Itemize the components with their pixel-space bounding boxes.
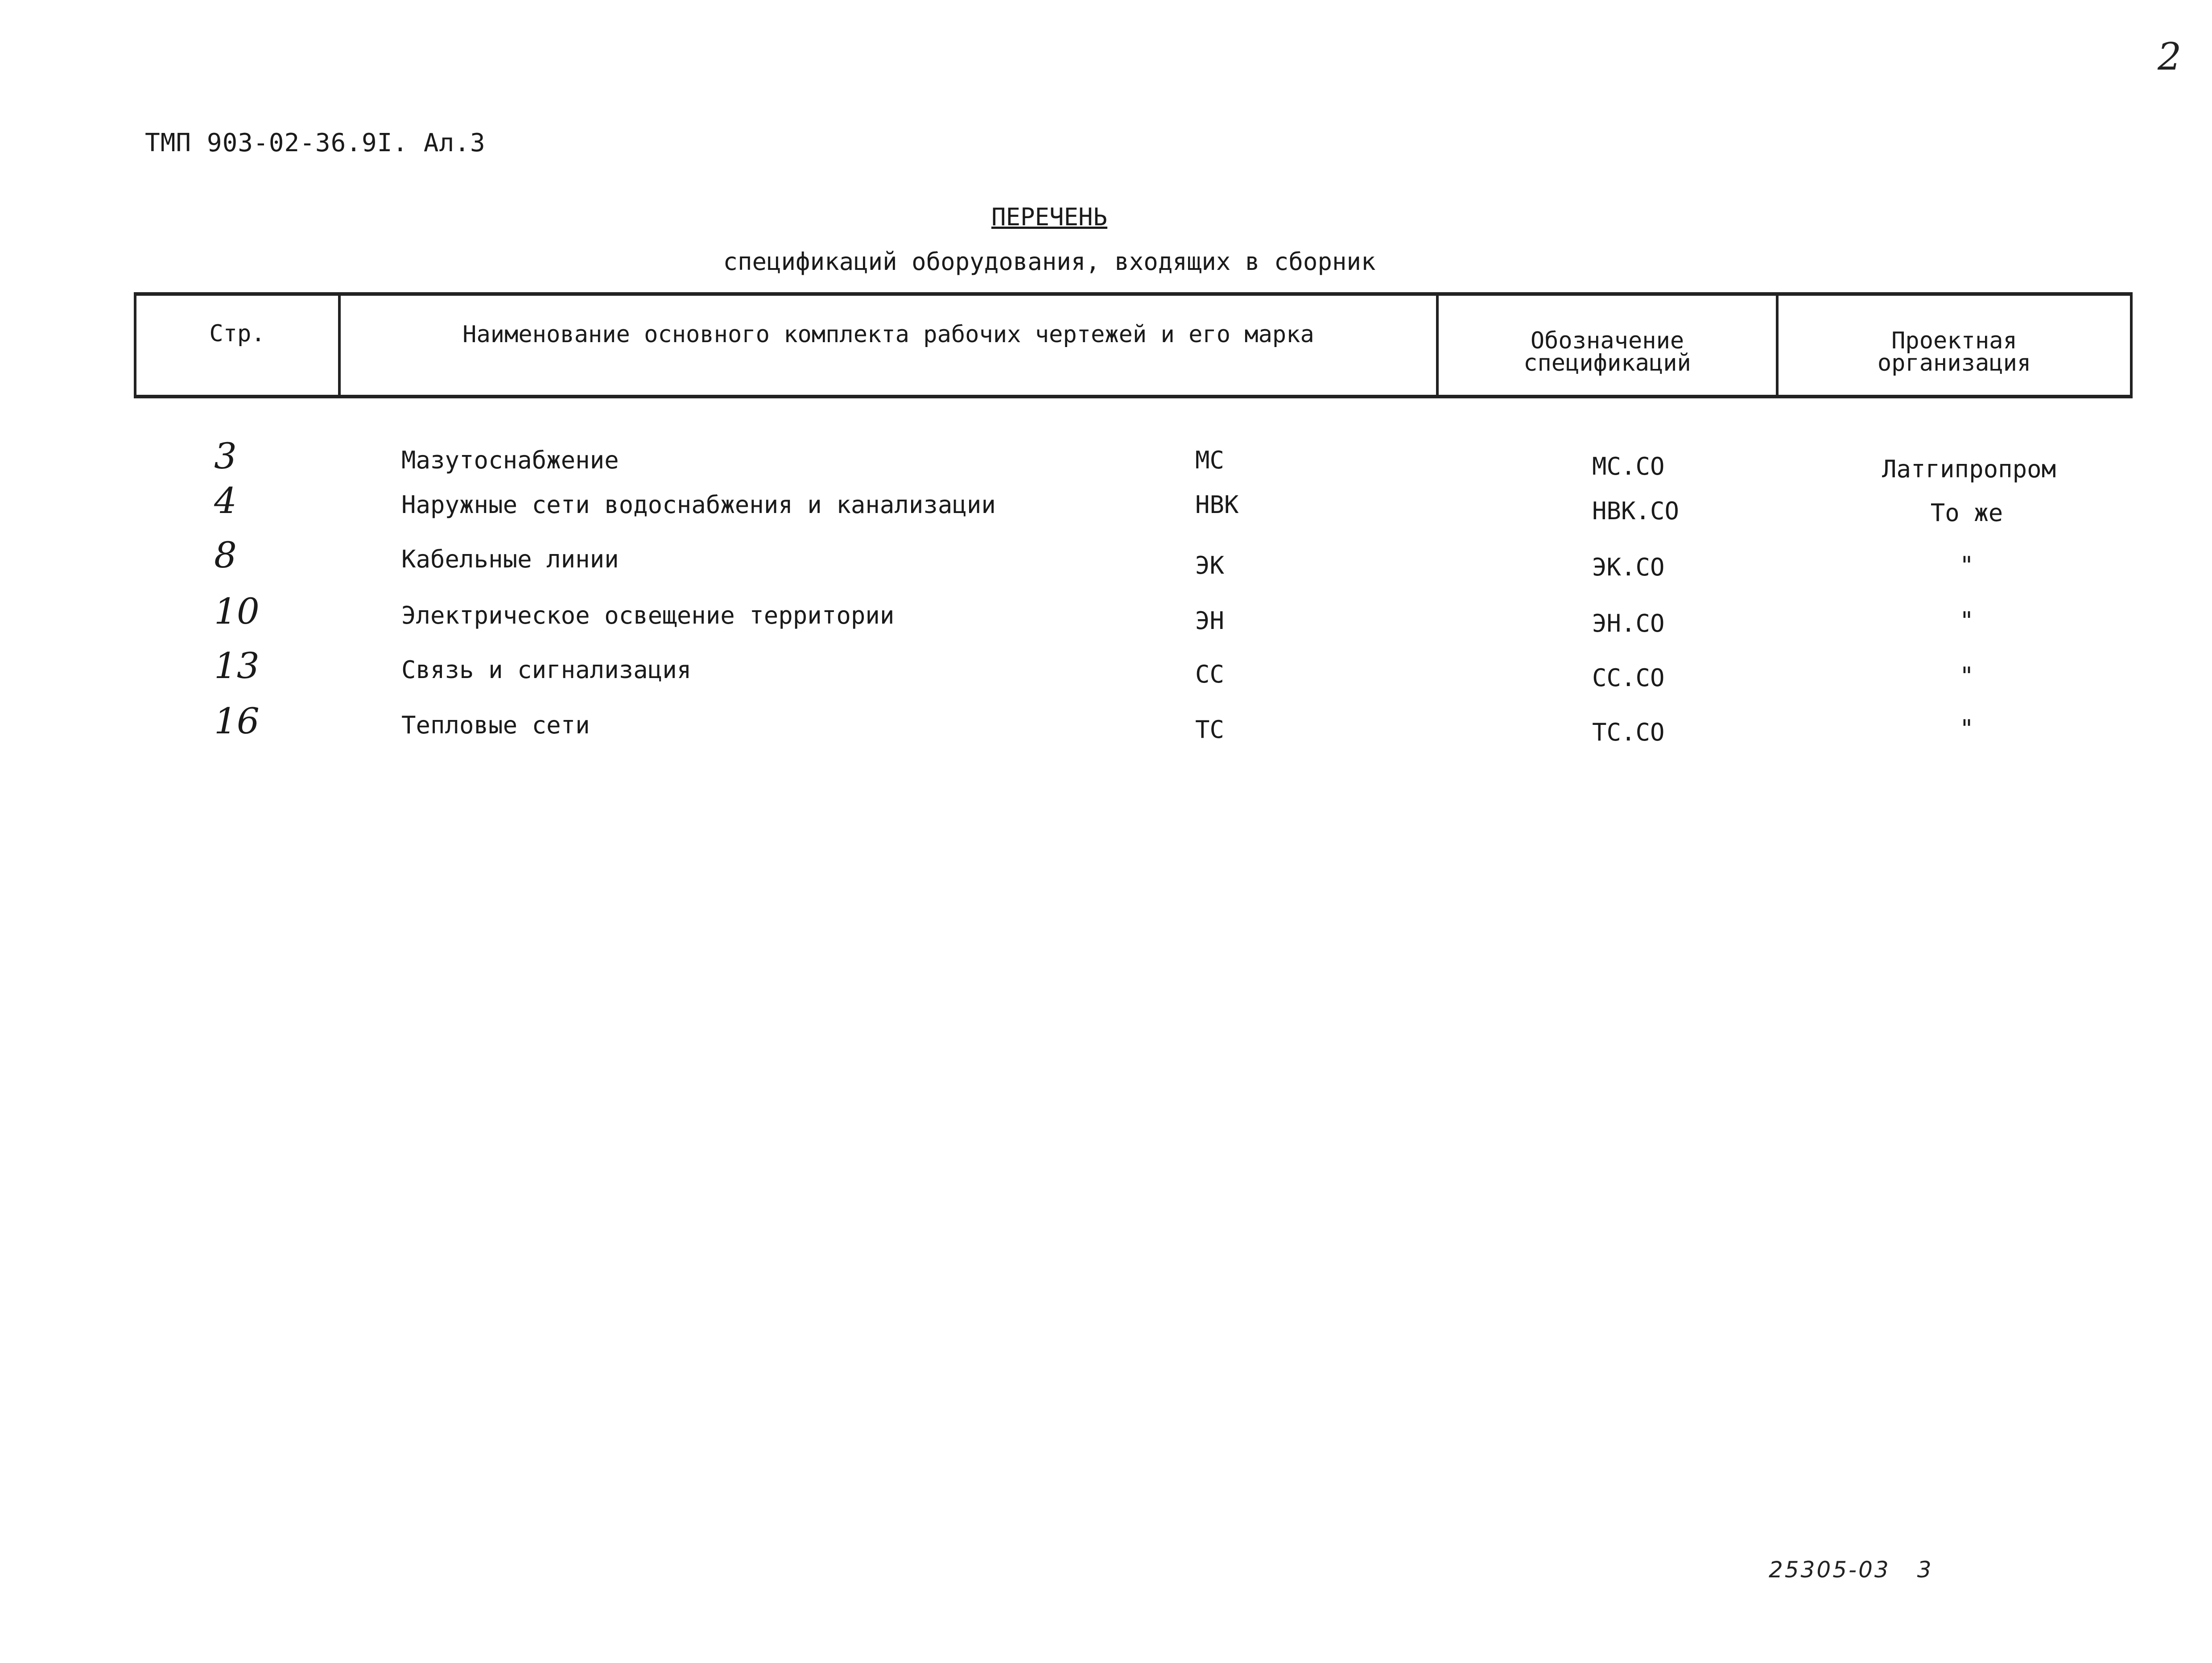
row-page: 3 [214,435,237,477]
row-org: " [1959,551,1974,579]
stamp-code: 25305-03 [1769,1557,1890,1583]
table-row [0,591,2212,646]
row-page: 16 [214,700,260,742]
header-name [338,296,1436,395]
row-org: Латгипропром [1882,455,2056,483]
row-spec: МС.СО [1592,452,1665,480]
row-mark: ТС [1195,716,1225,744]
row-page: 4 [214,480,237,521]
header-org-label-2: организация [1877,350,2031,376]
table-header [134,292,2133,398]
row-page: 10 [214,591,260,632]
row-org: " [1959,662,1974,690]
header-spec-label-2: спецификаций [1523,350,1691,376]
row-name: Кабельные линии [401,545,619,573]
header-org [1776,296,2130,395]
table-row [0,435,2212,491]
row-page: 13 [214,645,260,687]
table-row [0,645,2212,700]
row-org: " [1959,715,1974,743]
document-code: ТМП 903-02-36.9I. Ал.3 [145,128,486,157]
header-spec [1436,296,1776,395]
row-mark: ЭН [1195,607,1225,635]
header-page [136,296,338,395]
row-org: " [1959,607,1974,635]
header-org-label-1: Проектная [1891,327,2017,354]
row-name: Связь и сигнализация [401,656,692,684]
table-row [0,534,2212,590]
row-mark: НВК [1195,491,1239,519]
table-row [0,700,2212,756]
archive-stamp [1769,1557,1933,1583]
row-spec: НВК.СО [1592,497,1680,525]
row-name: Мазутоснабжение [401,446,619,474]
row-spec: ЭК.СО [1592,553,1665,581]
page-number: 2 [2158,35,2182,79]
row-name: Тепловые сети [401,711,590,739]
row-spec: ЭН.СО [1592,609,1665,637]
document-subtitle: спецификаций оборудования, входящих в сборник [723,248,1376,276]
row-spec: ТС.СО [1592,718,1665,746]
row-mark: СС [1195,660,1225,688]
row-org: То же [1930,499,2003,527]
document-title: ПЕРЕЧЕНЬ [991,203,1108,231]
table-row [0,480,2212,535]
row-mark: ЭК [1195,551,1225,579]
header-page-label: Стр. [209,320,265,347]
row-name: Наружные сети водоснабжения и канализации [401,491,996,519]
stamp-sheet: 3 [1917,1557,1933,1583]
row-mark: МС [1195,446,1225,474]
header-name-label: Наименование основного комплекта рабочих чертежей и его марка [462,321,1314,348]
row-spec: СС.СО [1592,664,1665,692]
header-spec-label-1: Обозначение [1530,327,1684,354]
row-page: 8 [214,534,237,576]
row-name: Электрическое освещение территории [401,601,895,629]
